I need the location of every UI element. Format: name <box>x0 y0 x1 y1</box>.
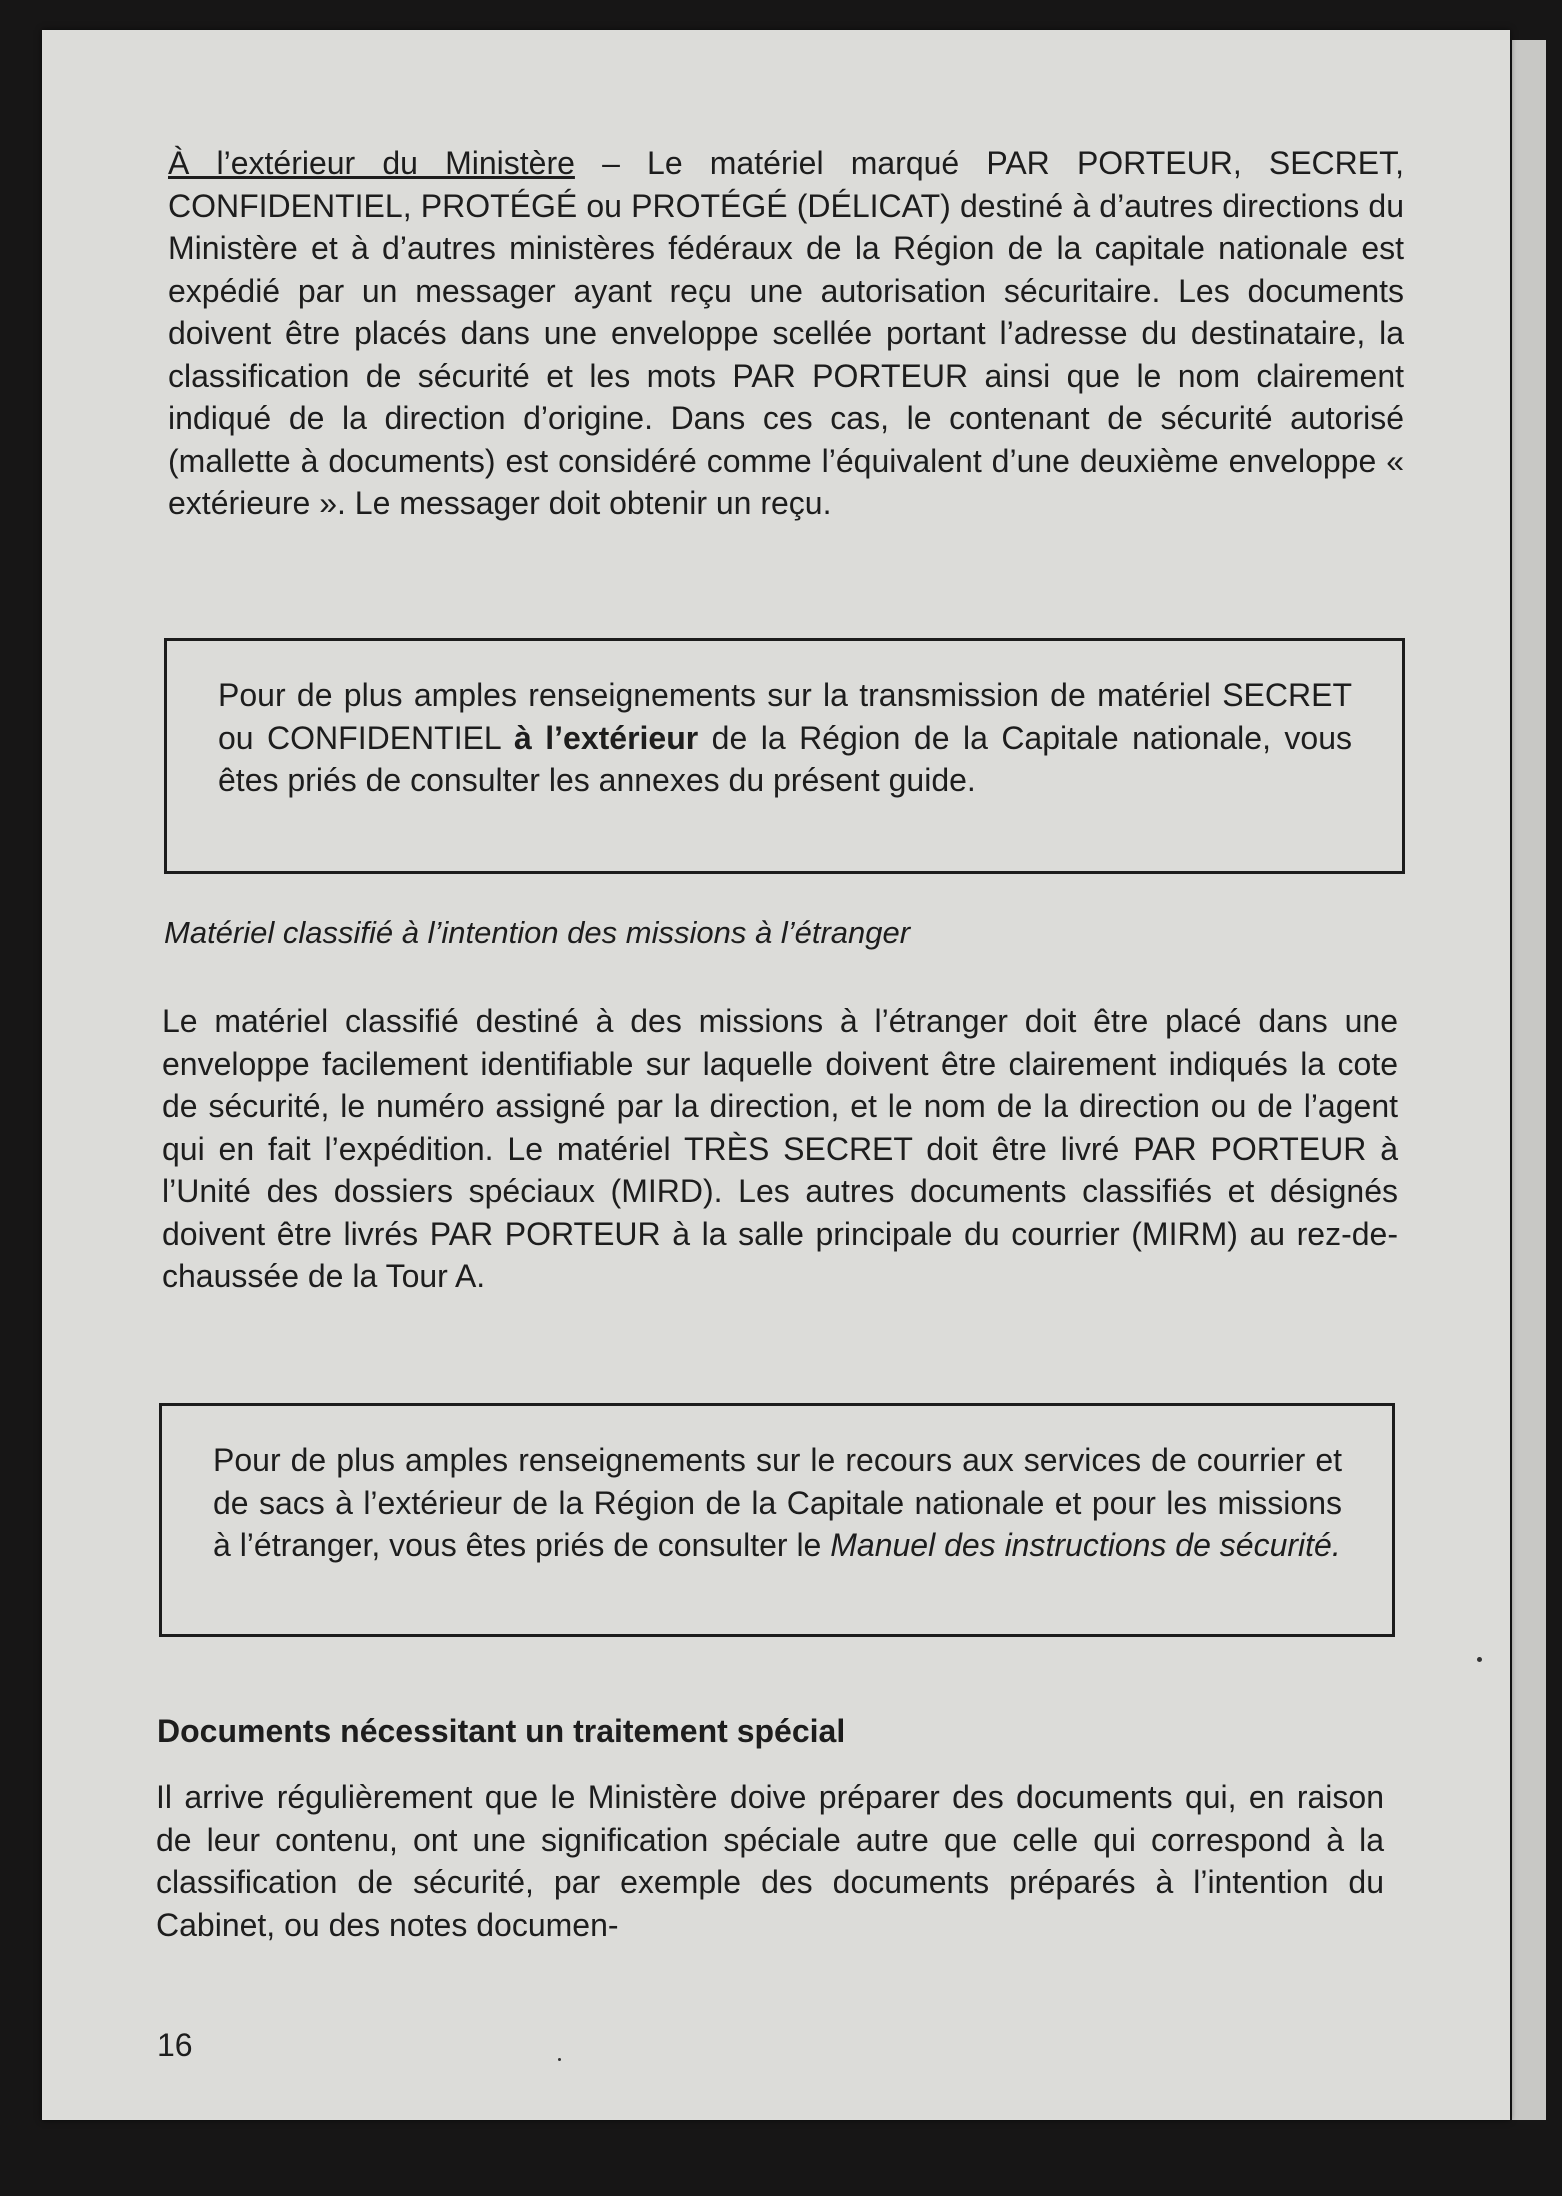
info-box-text: Pour de plus amples renseignements sur la transmission de matériel SECRET ou CONFIDENTIEL <box>218 677 1352 756</box>
page-number: 16 <box>157 2027 193 2063</box>
paragraph-lead-underlined: À l’extérieur du Ministère <box>168 145 575 181</box>
info-box-text: de la Région de la Capitale nationale, vous êtes priés de consulter les annexes du présent guide. <box>218 719 1353 798</box>
speck <box>1477 1657 1482 1662</box>
paragraph-missions: Le matériel classifié destiné à des missions à l’étranger doit être placé dans une enveloppe facilement identifiable sur laquelle doivent être clairement indiqués la cote de sécurité, le numéro assigné par la direction, et le nom de la direction ou de l’agent qui en fait l’expédition. Le matériel TRÈS SECRET doit être livré PAR PORTEUR à l’Unité des dossiers spéciaux (MIRD). Les autres documents classifiés et désignés doivent être livrés PAR PORTEUR à la salle principale du courrier (MIRM) au rez-de-chaussée de la Tour A. <box>162 1003 1398 1294</box>
info-box-manual-title: Manuel des instructions de sécurité. <box>830 1527 1341 1563</box>
speck <box>558 2058 561 2061</box>
info-box-emphasis: à l’extérieur <box>514 719 699 756</box>
adjacent-page-edge <box>1512 40 1546 2120</box>
paragraph-exterior-ministry <box>168 142 1404 525</box>
info-box-text: Pour de plus amples renseignements sur le recours aux services de courrier et de sacs à l’extérieur de la Région de la Capitale nationale et pour les missions à l’étranger, vous êtes priés de consulter le <box>213 1442 1342 1563</box>
section-heading-special-documents: Documents nécessitant un traitement spécial <box>157 1713 846 1749</box>
section-subheading-missions: Matériel classifié à l’intention des missions à l’étranger <box>164 915 911 950</box>
info-box-courier <box>159 1403 1395 1637</box>
paragraph-special-treatment: Il arrive régulièrement que le Ministère doive préparer des documents qui, en raison de leur contenu, ont une signification spéciale autre que celle qui correspond à la classification de sécurité, par exemple des documents préparés à l’intention du Cabinet, ou des notes documen- <box>156 1779 1384 1943</box>
info-box-transmission <box>164 638 1405 874</box>
paragraph-body: – Le matériel marqué PAR PORTEUR, SECRET, CONFIDENTIEL, PROTÉGÉ ou PROTÉGÉ (DÉLICAT) destiné à d’autres directions du Ministère et à d’autres ministères fédéraux de la Région de la capitale nationale est expédié par un messager ayant reçu une autorisation sécuritaire. Les documents doivent être placés dans une enveloppe scellée portant l’adresse du destinataire, la classification de sécurité et les mots PAR PORTEUR ainsi que le nom clairement indiqué de la direction d’origine. Dans ces cas, le contenant de sécurité autorisé (mallette à documents) est considéré comme l’équivalent d’une deuxième enveloppe « extérieure ». Le messager doit obtenir un reçu. <box>168 145 1405 521</box>
